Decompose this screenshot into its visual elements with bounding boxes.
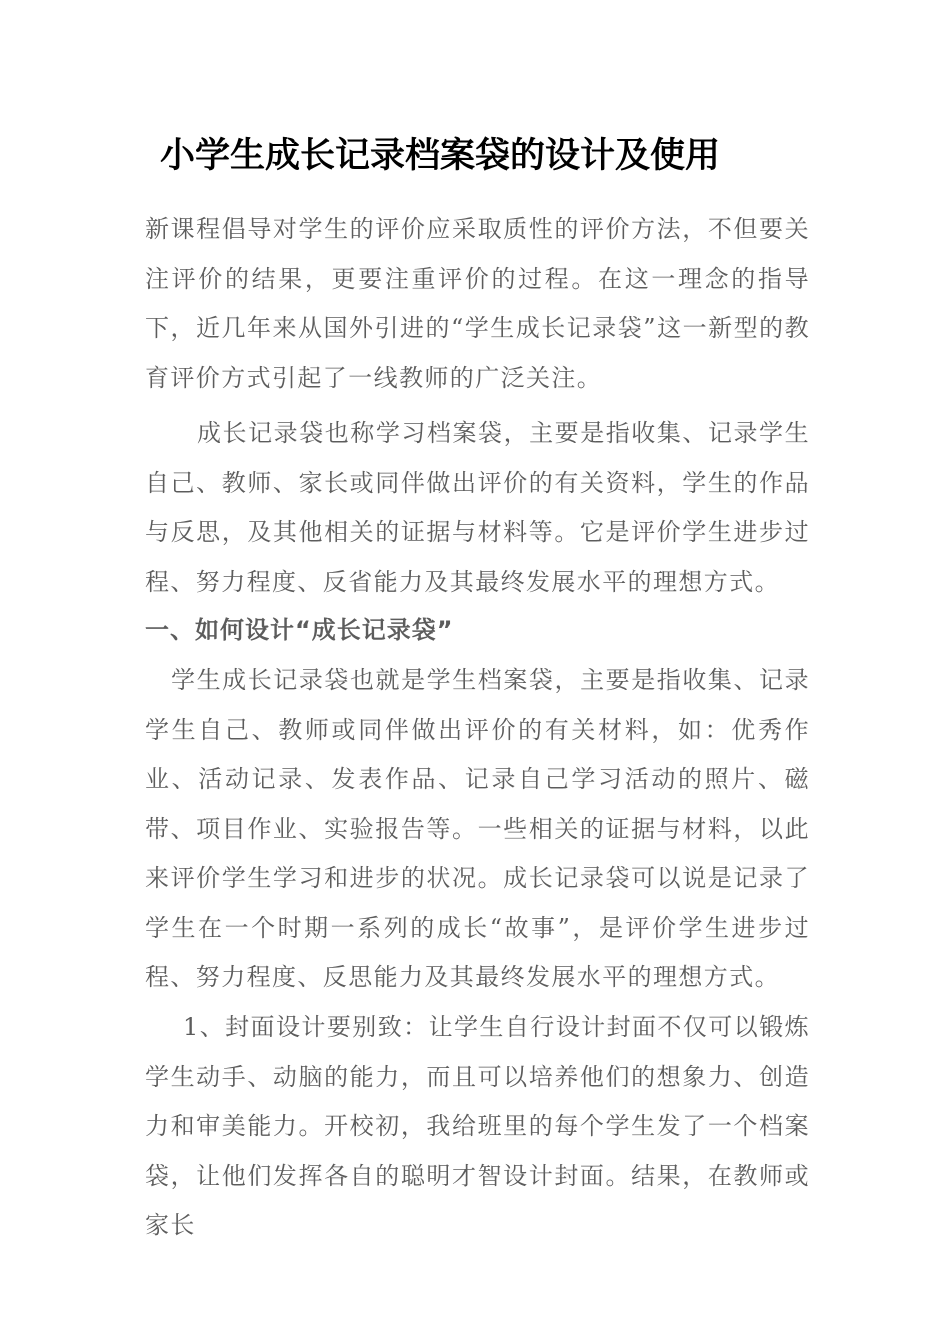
- paragraph-portfolio-contents: 学生成长记录袋也就是学生档案袋，主要是指收集、记录学生自己、教师或同伴做出评价的有关材料，如：优秀作业、活动记录、发表作品、记录自己学习活动的照片、磁带、项目作业、实验报告等。一些相关的证据与材料，以此来评价学生学习和进步的状况。成长记录袋可以说是记录了学生在一个时期一系列的成长“故事”，是评价学生进步过程、努力程度、反思能力及其最终发展水平的理想方式。: [145, 666, 810, 991]
- section-heading: 一、如何设计“成长记录袋”: [145, 616, 454, 644]
- paragraph-definition: 成长记录袋也称学习档案袋，主要是指收集、记录学生自己、教师、家长或同伴做出评价的有关资料，学生的作品与反思，及其他相关的证据与材料等。它是评价学生进步过程、努力程度、反省能力及其最终发展水平的理想方式。: [145, 419, 810, 596]
- paragraph-cover-design: 1、封面设计要别致：让学生自行设计封面不仅可以锻炼学生动手、动脑的能力，而且可以培养他们的想象力、创造力和审美能力。开校初，我给班里的每个学生发了一个档案袋，让他们发挥各自的聪明才智设计封面。结果，在教师或家长: [145, 1013, 810, 1239]
- document-title: 小学生成长记录档案袋的设计及使用: [160, 136, 721, 176]
- paragraph-intro: 新课程倡导对学生的评价应采取质性的评价方法，不但要关注评价的结果，更要注重评价的过程。在这一理念的指导下，近几年来从国外引进的“学生成长记录袋”这一新型的教育评价方式引起了一线教师的广泛关注。: [145, 215, 810, 392]
